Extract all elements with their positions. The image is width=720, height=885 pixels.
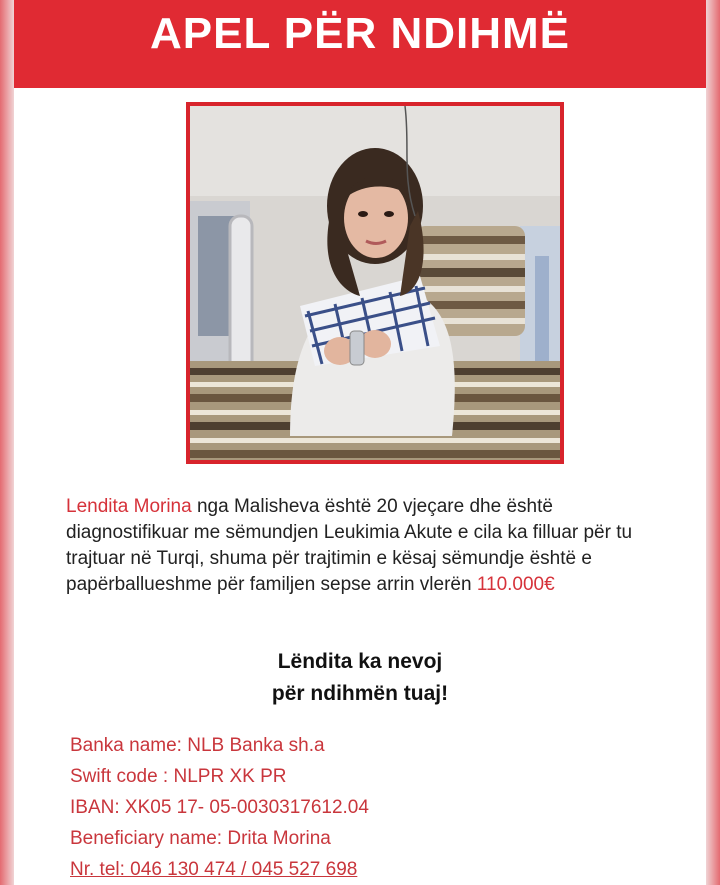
- callout-line-1: Lëndita ka nevoj: [277, 650, 443, 673]
- page-title: APEL PËR NDIHMË: [149, 9, 571, 58]
- bank-details: [70, 730, 670, 885]
- patient-name: Lendita Morina: [66, 496, 192, 517]
- patient-photo-illustration: [190, 106, 560, 460]
- appeal-poster: [14, 0, 706, 885]
- phone-numbers: Nr. tel: 046 130 474 / 045 527 698: [70, 859, 358, 880]
- bank-name: Banka name: NLB Banka sh.a: [70, 735, 325, 756]
- beneficiary-name: Beneficiary name: Drita Morina: [70, 828, 331, 849]
- swift-code: Swift code : NLPR XK PR: [70, 766, 287, 787]
- patient-photo: [186, 102, 564, 464]
- header-banner: [14, 0, 706, 88]
- help-callout: [14, 646, 706, 710]
- story-paragraph: [66, 494, 666, 598]
- target-amount: 110.000€: [476, 574, 555, 595]
- callout-line-2: për ndihmën tuaj!: [271, 682, 449, 705]
- iban: IBAN: XK05 17- 05-0030317612.04: [70, 797, 369, 818]
- story-text: nga Malisheva është 20 vjeçare dhe është diagnostifikuar me sëmundjen Leukimia Akute e cila ka filluar për tu trajtuar në Turqi, shuma për trajtimin e kësaj sëmundje është e papërballueshme për familjen sepse arrin vlerën: [66, 496, 633, 595]
